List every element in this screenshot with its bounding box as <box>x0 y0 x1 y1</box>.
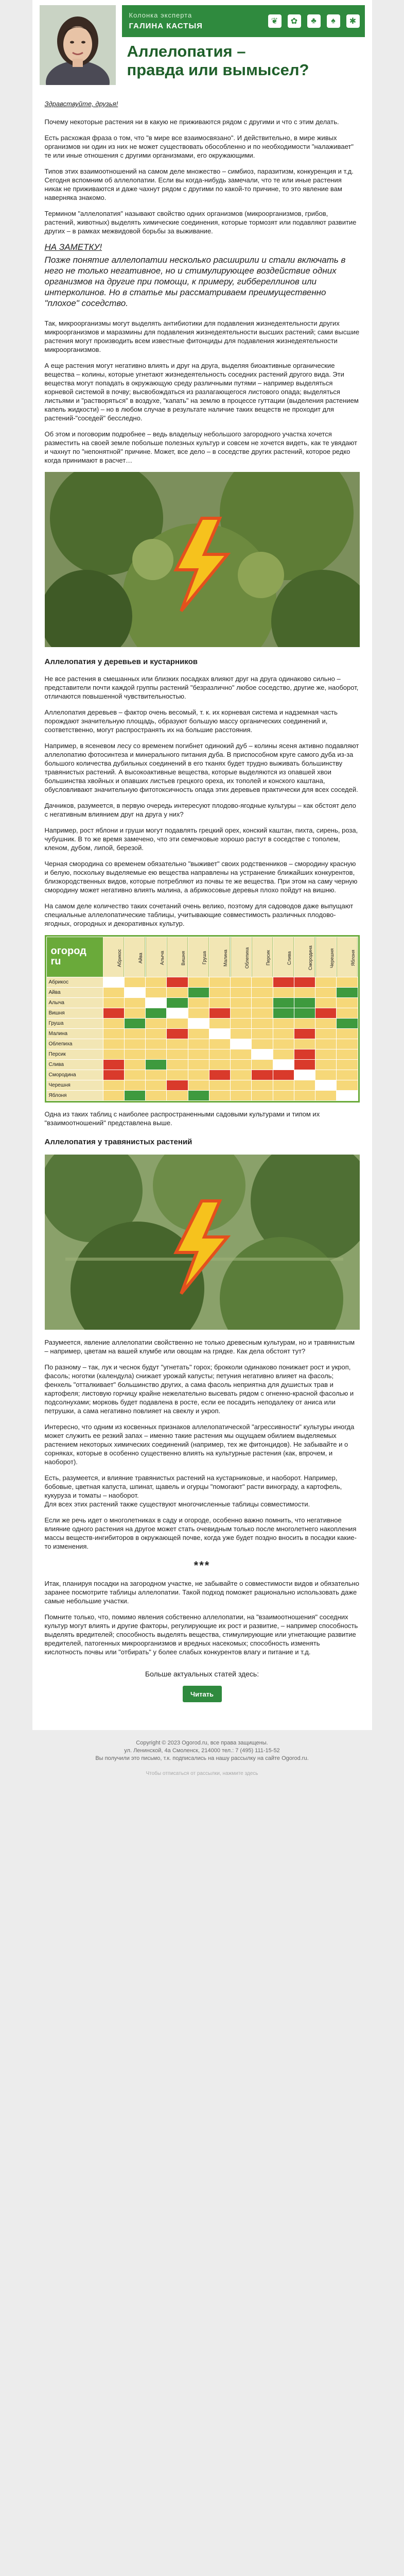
table-cell <box>252 1049 273 1060</box>
header-icons <box>268 14 360 28</box>
table-cell <box>231 1019 252 1029</box>
table-row <box>46 1060 358 1070</box>
table-row <box>46 1091 358 1101</box>
paragraph: На самом деле количество таких сочетаний очень велико, поэтому для садоводов даже выпущают специальные аллелопатические таблицы, учитывающие совместимость различных плодово-ягодных, огородных и декоративных культур. <box>44 902 354 927</box>
table-cell <box>146 998 167 1008</box>
more-articles-label: Больше актуальных статей здесь: <box>145 1670 259 1678</box>
table-cell <box>252 1008 273 1019</box>
table-cell <box>146 1080 167 1091</box>
table-row-label: Малина <box>46 1029 103 1039</box>
table-cell <box>273 1080 294 1091</box>
tree-icon: ♠ <box>327 14 340 28</box>
table-cell <box>103 1080 124 1091</box>
table-cell <box>315 1091 337 1101</box>
table-cell <box>167 1060 188 1070</box>
table-cell <box>231 988 252 998</box>
table-cell <box>273 988 294 998</box>
table-cell <box>252 1080 273 1091</box>
table-cell <box>315 977 337 988</box>
table-column-header: Смородина <box>294 937 315 977</box>
table-row-label: Айва <box>46 988 103 998</box>
table-caption: Одна из таких таблиц с наиболее распространенными садовыми культурами и типом их "взаимоотношений" представлена выше. <box>44 1110 320 1127</box>
table-cell <box>273 998 294 1008</box>
table-cell <box>124 1019 145 1029</box>
table-logo-line-1: огород <box>50 945 86 957</box>
table-cell <box>209 1029 230 1039</box>
footer-reason: Вы получили это письмо, т.к. подписались на нашу рассылку на сайте Ogorod.ru. <box>95 1755 309 1761</box>
table-cell <box>231 1070 252 1080</box>
table-cell <box>103 1091 124 1101</box>
table-cell <box>209 1060 230 1070</box>
author-role: Колонка эксперта <box>129 11 192 19</box>
table-cell <box>188 1019 209 1029</box>
table-cell <box>124 1080 145 1091</box>
table-cell <box>231 1080 252 1091</box>
herbs-photo <box>45 1155 360 1330</box>
table-cell <box>315 1008 337 1019</box>
paragraph: Почему некоторые растения ни в какую не приживаются рядом с другими и что с этим делать. <box>44 118 339 126</box>
table-cell <box>124 998 145 1008</box>
email-header <box>32 0 372 90</box>
table-cell <box>252 1070 273 1080</box>
headline <box>127 42 360 79</box>
table-cell <box>209 1070 230 1080</box>
table-row-label: Персик <box>46 1049 103 1060</box>
table-column-header: Груша <box>188 937 209 977</box>
table-cell <box>252 1019 273 1029</box>
table-row <box>46 1080 358 1091</box>
oak-walnut-photo <box>45 472 360 647</box>
table-column-header: Слива <box>273 937 294 977</box>
table-cell <box>124 1008 145 1019</box>
table-cell <box>315 1060 337 1070</box>
table-cell <box>294 1008 315 1019</box>
table-cell <box>252 998 273 1008</box>
table-cell <box>294 998 315 1008</box>
table-column-header: Малина <box>209 937 230 977</box>
table-cell <box>146 1049 167 1060</box>
table-cell <box>273 1019 294 1029</box>
table-cell <box>103 988 124 998</box>
table-cell <box>337 1060 358 1070</box>
table-cell <box>315 1039 337 1049</box>
paragraph: Например, в ясеневом лесу со временем погибнет одинокий дуб – колины ясеня активно подавляют аллелопатию фотосинтеза и минерального питания дуба. В приспособном круге самого дуба из-за большого количества дубильных соединений в его тканях будет трудно выживать большинству травянистых растений. А высокоактивные вещества, которые выделяются из опавшей хвои большинства хвойных и опавших листьев грецкого ореха, их тополей и конского каштана, обусловливают значительную фитотоксичность опада этих деревьев практически для всех соседей. <box>44 742 359 793</box>
table-cell <box>103 998 124 1008</box>
table-cell <box>337 1091 358 1101</box>
table-logo <box>46 937 103 977</box>
paragraph: Так, микроорганизмы могут выделять антибиотики для подавления жизнедеятельности других микроорганизмов и маразмины для подавления жизнедеятельности высших растений; сами высшие растения могут производить всем известные фитонциды для подавления жизнедеятельности микроорганизмов. <box>44 319 360 353</box>
table-column-header: Яблоня <box>337 937 358 977</box>
headline-line-1: Аллелопатия – <box>127 42 246 60</box>
table-cell <box>294 977 315 988</box>
author-avatar <box>40 5 116 85</box>
table-cell <box>252 988 273 998</box>
table-cell <box>273 1029 294 1039</box>
table-row <box>46 1029 358 1039</box>
table-cell <box>146 988 167 998</box>
table-row <box>46 1039 358 1049</box>
table-cell <box>231 1029 252 1039</box>
table-cell <box>103 1070 124 1080</box>
table-row <box>46 1070 358 1080</box>
table-cell <box>146 1070 167 1080</box>
table-cell <box>252 1039 273 1049</box>
table-row-label: Слива <box>46 1060 103 1070</box>
table-cell <box>209 1049 230 1060</box>
table-cell <box>146 1019 167 1029</box>
paragraph: А еще растения могут негативно влиять и друг на друга, выделяя биоактивные органические вещества – колины, которые угнетают жизнедеятельность соседних растений другого вида. Эти вещества могут попадать в окружающую среду различными путями – например выделяться корневой системой в почву; высвобождаться из разлагающегося листового опада; выделяться листьями и "растворяться" в воздухе, "капать" на землю в процессе гуттации (выделения растением капель жидкости) – но в любом случае в результате наличие таких веществ не проходит для растений-"соседей" бесследно. <box>44 362 359 422</box>
footer-address: ул. Ленинской, 4а Смоленск, 214000 тел.: 7 (495) 111-15-52 <box>124 1748 280 1754</box>
table-cell <box>209 1039 230 1049</box>
table-column-header: Айва <box>124 937 145 977</box>
leaf-icon: ❦ <box>268 14 282 28</box>
table-cell <box>188 1049 209 1060</box>
table-cell <box>188 1060 209 1070</box>
table-column-header: Алыча <box>146 937 167 977</box>
table-row-label: Абрикос <box>46 977 103 988</box>
paragraph: Есть, разумеется, и влияние травянистых растений на кустарниковые, и наоборот. Например, бобовые, цветная капуста, шпинат, щавель и огурцы "помогают" расти винограду, а картофель, кукуруза и томаты – наоборот. Для всех этих растений также существуют многочисленные таблицы совместимости. <box>44 1474 342 1508</box>
table-cell <box>188 988 209 998</box>
table-cell <box>231 1049 252 1060</box>
table-column-header: Облепиха <box>231 937 252 977</box>
paragraph: Если же речь идет о многолетниках в саду и огороде, особенно важно помнить, что негативное влияние одного растения на другое может стать очевидным только после многолетнего накопления массы веществ-ингибиторов в окружающей почве, когда уже будет поздно вносить в посадки какие-то изменения. <box>44 1516 357 1550</box>
paragraph: Есть расхожая фраза о том, что "в мире все взаимосвязано". И действительно, в мире живых организмов ни один из них не может существовать обособленно и по необходимости "налаживает" те или иные отношения с другими организмами, его окружающими. <box>44 134 354 159</box>
table-cell <box>188 1070 209 1080</box>
table-cell <box>337 1039 358 1049</box>
table-cell <box>315 1029 337 1039</box>
table-cell <box>209 1080 230 1091</box>
author-name: ГАЛИНА КАСТЫЯ <box>129 22 203 30</box>
table-cell <box>294 1019 315 1029</box>
table-cell <box>294 1060 315 1070</box>
paragraph: Аллелопатия деревьев – фактор очень весомый, т. к. их корневая система и надземная часть порождают значительную площадь, образуют большую массу органических соединений и, соответственно, могут распространять их на большие расстояния. <box>44 708 338 734</box>
table-cell <box>167 1008 188 1019</box>
paragraph: По разному – так, лук и чеснок будут "угнетать" горох; брокколи одинаково понижает рост и укроп, фасоль; ноготки (календула) снижает урожай капусты; петуния негативно влияет на фасоль; фенхель "отталкивает" большинство других, а сама фасоль неприятна для душистых трав и картофеля; листовую горчицу крайне нежелательно высевать рядом с огненно-красной фасолью и подсолнухами; морковь будет подавлена в росте, если ее посадить неподалеку от аниса или петрушки, а сама негативно повлияет на свеклу и укроп. <box>44 1363 354 1415</box>
table-cell <box>231 1060 252 1070</box>
table-row <box>46 988 358 998</box>
table-logo-line-2: ru <box>50 956 61 967</box>
table-cell <box>337 1080 358 1091</box>
table-cell <box>315 988 337 998</box>
email-sheet <box>32 0 372 1730</box>
table-cell <box>209 1091 230 1101</box>
greeting: Здравствуйте, друзья! <box>44 100 118 108</box>
header-banner <box>40 5 365 85</box>
table-cell <box>103 977 124 988</box>
table-cell <box>167 1070 188 1080</box>
table-cell <box>209 988 230 998</box>
table-column-header: Вишня <box>167 937 188 977</box>
table-cell <box>294 1049 315 1060</box>
table-cell <box>167 977 188 988</box>
table-cell <box>337 1070 358 1080</box>
table-cell <box>337 998 358 1008</box>
table-cell <box>167 1029 188 1039</box>
separator-stars: *** <box>194 1559 210 1572</box>
table-cell <box>146 1008 167 1019</box>
table-cell <box>273 1091 294 1101</box>
table-cell <box>209 977 230 988</box>
table-cell <box>103 1019 124 1029</box>
table-cell <box>188 1080 209 1091</box>
table-cell <box>188 1008 209 1019</box>
table-cell <box>167 988 188 998</box>
paragraph: Разумеется, явление аллелопатии свойственно не только древесным культурам, но и травянистым – например, цветам на вашей клумбе или овощам на грядке. Как дела обстоят тут? <box>44 1338 355 1355</box>
table-cell <box>252 1029 273 1039</box>
email-footer <box>32 1730 372 1777</box>
table-cell <box>103 1029 124 1039</box>
table-cell <box>273 977 294 988</box>
table-cell <box>167 1039 188 1049</box>
footer-copyright: Copyright © 2023 Ogorod.ru, все права защищены. <box>136 1740 268 1746</box>
unsubscribe-link[interactable]: Чтобы отписаться от рассылки, нажмите здесь <box>146 1771 258 1776</box>
table-row-label: Смородина <box>46 1070 103 1080</box>
table-cell <box>294 1070 315 1080</box>
table-cell <box>231 1008 252 1019</box>
table-row-label: Вишня <box>46 1008 103 1019</box>
table-cell <box>337 1049 358 1060</box>
table-cell <box>146 1091 167 1101</box>
table-cell <box>124 1039 145 1049</box>
table-cell <box>167 1080 188 1091</box>
section-title: Аллелопатия у деревьев и кустарников <box>44 657 198 666</box>
table-cell <box>273 1049 294 1060</box>
table-column-header: Черешня <box>315 937 337 977</box>
compatibility-table <box>45 935 360 1103</box>
table-cell <box>231 998 252 1008</box>
table-cell <box>337 977 358 988</box>
table-cell <box>103 1008 124 1019</box>
table-cell <box>252 1091 273 1101</box>
table-cell <box>124 1049 145 1060</box>
author-strip <box>122 5 365 37</box>
table-row <box>46 1008 358 1019</box>
table-cell <box>231 1039 252 1049</box>
paragraph: Черная смородина со временем обязательно "выживет" своих родственников – смородину красную и белую, поскольку выделяемые ею вещества направлены на устранение ближайших конкурентов, близкородственных видов, которые потребляют из почвы те же вещества. При этом на саму черную смородину может негативно влиять малина, а абрикосовые деревья плохо пойдут на вишню. <box>44 860 358 894</box>
table-cell <box>273 1060 294 1070</box>
table-cell <box>294 1029 315 1039</box>
table-cell <box>273 1039 294 1049</box>
section-title: Аллелопатия у травянистых растений <box>44 1138 192 1146</box>
table-cell <box>231 1091 252 1101</box>
table-cell <box>103 1049 124 1060</box>
table-cell <box>103 1039 124 1049</box>
table-cell <box>124 1070 145 1080</box>
table-row-label: Яблоня <box>46 1091 103 1101</box>
table-cell <box>167 1049 188 1060</box>
paragraph: Интересно, что одним из косвенных признаков аллелопатической "агрессивности" культуры иногда может служить ее резкий запах – именно такие растения мы ощущаем обилием выделяемых растением некоторых химических соединений (например, тех же фитонцидов). Не забывайте и о сорняках, которые в особенно существенно влиять на культурные растения (как, впрочем, и наоборот). <box>44 1423 355 1466</box>
table-cell <box>167 998 188 1008</box>
table-cell <box>124 988 145 998</box>
table-cell <box>315 1080 337 1091</box>
bug-icon: ✱ <box>346 14 360 28</box>
note-title: НА ЗАМЕТКУ! <box>44 242 102 252</box>
table-row-label: Груша <box>46 1019 103 1029</box>
table-cell <box>337 1019 358 1029</box>
note-text: Позже понятие аллелопатии несколько расширили и стали включать в него не только негативное, но и стимулирующее воздействие одних организмов на другие при помощи, к примеру, гиббереллинов или интерколинов. Но в статье мы рассматриваем преимущественно "плохое" соседство. <box>44 255 346 308</box>
table-row <box>46 977 358 988</box>
table-cell <box>252 977 273 988</box>
table-cell <box>294 1091 315 1101</box>
table-cell <box>337 1029 358 1039</box>
table-cell <box>315 1070 337 1080</box>
table-cell <box>146 977 167 988</box>
table-cell <box>146 1060 167 1070</box>
table-cell <box>167 1019 188 1029</box>
table-cell <box>337 988 358 998</box>
table-cell <box>124 977 145 988</box>
table-cell <box>294 1080 315 1091</box>
paragraph: Термином "аллелопатия" называют свойство одних организмов (микроорганизмов, грибов, растений, животных) выделять химические соединения, которые тормозят или подавляют развитие других – в рамках межвидовой борьбы за выживание. <box>44 210 357 235</box>
table-cell <box>124 1060 145 1070</box>
table-cell <box>294 1039 315 1049</box>
headline-line-2: правда или вымысел? <box>127 61 309 79</box>
table-cell <box>188 998 209 1008</box>
table-cell <box>337 1008 358 1019</box>
paragraph: Помните только, что, помимо явления собственно аллелопатии, на "взаимоотношения" соседних культур могут влиять и другие факторы, регулирующие их рост и развитие, – например способность выделять вредителей; способность выделять вещества, стимулирующие или угнетающие развитие вредителей, патогенных микроорганизмов и вредных насекомых; способность изменять кислотность почвы или "отбирать" у более слабых конкурентов влагу и питание и т.д. <box>44 1613 358 1656</box>
table-cell <box>188 1091 209 1101</box>
table-cell <box>188 1039 209 1049</box>
table-cell <box>209 1019 230 1029</box>
paragraph: Об этом и поговорим подробнее – ведь владельцу небольшого загородного участка хочется разместить на своей земле побольше полезных культур и совсем не хочется видеть, как те увядают и чахнут по "непонятной" причине. Может, все дело – в соседстве других растений, которое редко когда принимают в расчет… <box>44 430 357 464</box>
table-row-label: Алыча <box>46 998 103 1008</box>
table-row <box>46 998 358 1008</box>
article-content <box>32 90 372 1730</box>
table-cell <box>167 1091 188 1101</box>
paragraph: Типов этих взаимоотношений на самом деле множество – симбиоз, паразитизм, конкуренция и т.д. Сегодня вспомним об аллелопатии. Если вы когда-нибудь замечали, что те или иные растения никак не приживаются и даже чахнут рядом с другими по какой-то причине, то это явление вам наверняка знакомо. <box>44 167 354 201</box>
table-cell <box>209 1008 230 1019</box>
table-column-header: Абрикос <box>103 937 124 977</box>
table-cell <box>188 1029 209 1039</box>
table-row-label: Облепиха <box>46 1039 103 1049</box>
table-row <box>46 1019 358 1029</box>
table-cell <box>103 1060 124 1070</box>
paragraph: Итак, планируя посадки на загородном участке, не забывайте о совместимости видов и обязательно заранее посмотрите таблицы аллелопатии. Такой подход поможет рационально использовать даже самые небольшие участки. <box>44 1580 360 1605</box>
table-cell <box>294 988 315 998</box>
table-cell <box>146 1039 167 1049</box>
table-cell <box>273 1008 294 1019</box>
sprout-icon: ♣ <box>307 14 321 28</box>
table-row <box>46 1049 358 1060</box>
paragraph: Дачников, разумеется, в первую очередь интересуют плодово-ягодные культуры – как обстоят дело с негативным влиянием друг на друга у них? <box>44 802 356 818</box>
table-cell <box>315 1019 337 1029</box>
table-cell <box>146 1029 167 1039</box>
table-cell <box>315 998 337 1008</box>
table-cell <box>124 1029 145 1039</box>
table-row-label: Черешня <box>46 1080 103 1091</box>
table-cell <box>252 1060 273 1070</box>
table-cell <box>273 1070 294 1080</box>
table-column-header: Персик <box>252 937 273 977</box>
read-button[interactable]: Читать <box>183 1686 222 1702</box>
flower-icon: ✿ <box>288 14 301 28</box>
table-cell <box>188 977 209 988</box>
table-cell <box>315 1049 337 1060</box>
table-cell <box>209 998 230 1008</box>
paragraph: Например, рост яблони и груши могут подавлять грецкий орех, конский каштан, пихта, сирень, роза, чубушник. В то же время замечено, что эти семечковые хорошо растут в соседстве с тополем, кленом, дубом, липой, березой. <box>44 826 358 852</box>
paragraph: Не все растения в смешанных или близких посадках влияют друг на друга одинаково сильно – представители почти каждой группы растений "безразлично" любое соседство, другие же, наоборот, отличаются повышенной чувствительностью. <box>44 675 359 700</box>
table-cell <box>231 977 252 988</box>
table-cell <box>124 1091 145 1101</box>
